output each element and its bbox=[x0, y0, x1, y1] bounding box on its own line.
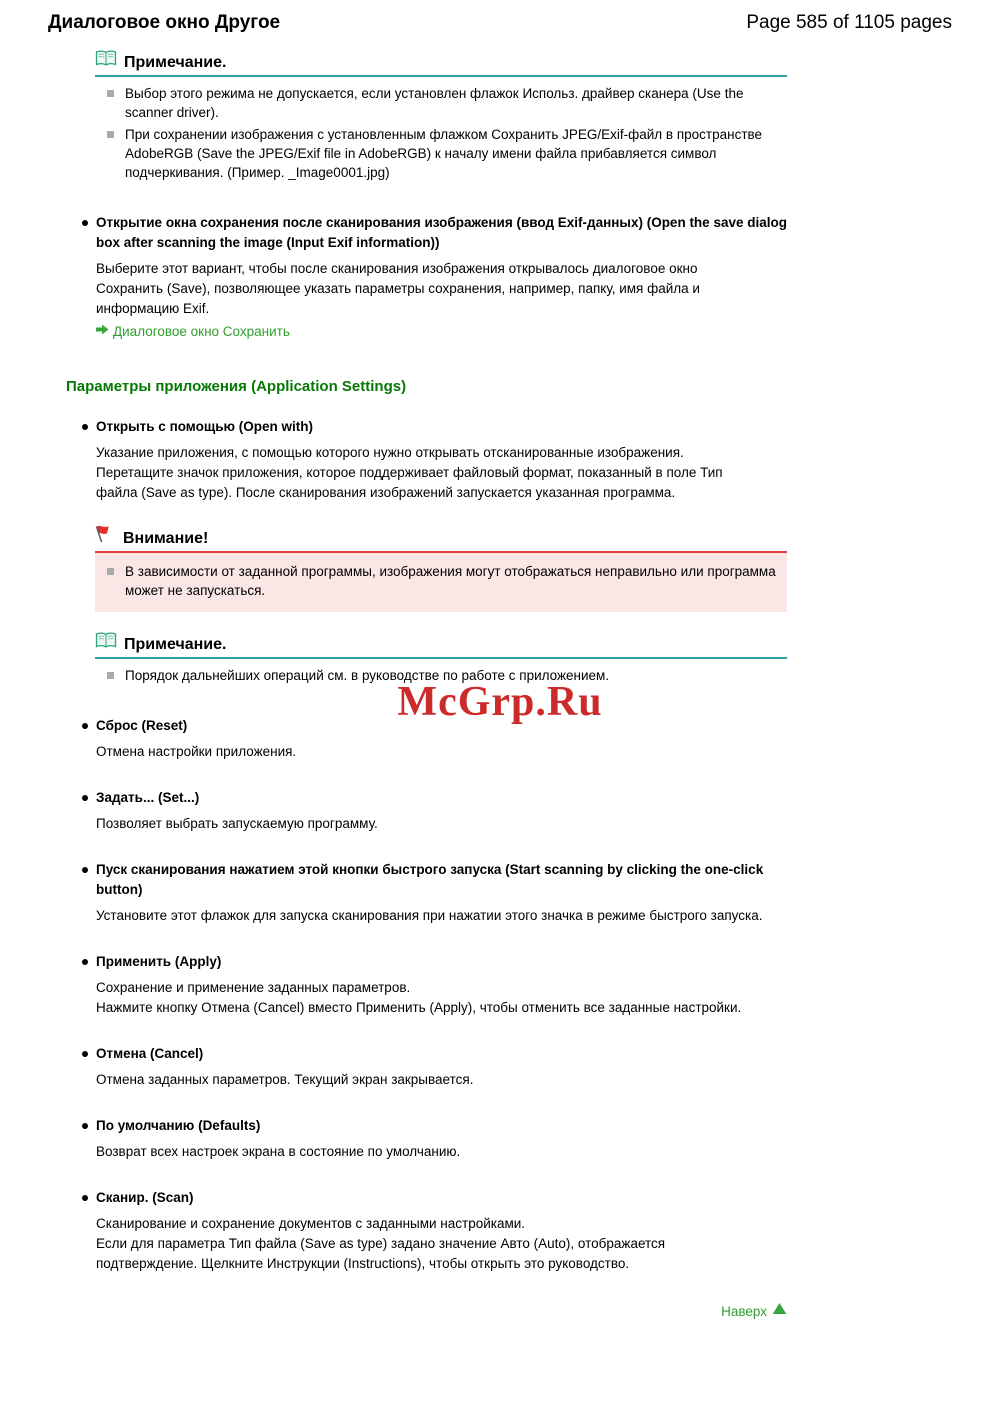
page-header bbox=[0, 0, 1000, 34]
setting-title-row bbox=[82, 716, 788, 736]
note-item bbox=[107, 84, 781, 122]
setting-title: По умолчанию (Defaults) bbox=[96, 1118, 261, 1133]
bullet-dot-icon bbox=[82, 723, 88, 729]
setting-item-apply bbox=[82, 952, 788, 1018]
note-heading: Примечание. bbox=[124, 636, 227, 653]
back-to-top-link[interactable]: Наверх bbox=[721, 1303, 767, 1319]
setting-item-reset bbox=[82, 716, 788, 762]
setting-paragraph: Установите этот флажок для запуска сканирования при нажатии этого значка в режиме быстрого запуска. bbox=[96, 908, 763, 923]
setting-paragraph: Отмена заданных параметров. Текущий экран закрывается. bbox=[96, 1072, 474, 1087]
bullet-dot-icon bbox=[82, 867, 88, 873]
setting-title: Задать... (Set...) bbox=[96, 790, 200, 805]
setting-title-row bbox=[82, 952, 788, 972]
square-bullet-icon bbox=[107, 672, 114, 679]
open-book-icon bbox=[95, 632, 117, 654]
warning-header bbox=[95, 525, 787, 553]
warning-list bbox=[95, 553, 787, 612]
setting-title-row bbox=[82, 1044, 788, 1064]
bullet-dot-icon bbox=[82, 1051, 88, 1057]
setting-paragraph: Если для параметра Тип файла (Save as type) задано значение Авто (Auto), отображается подтверждение. Щелкните Инструкции (Instructions), чтобы открыть это руководство. bbox=[96, 1236, 666, 1271]
bullet-dot-icon bbox=[82, 220, 88, 226]
setting-item-open-with bbox=[82, 417, 788, 503]
note-header bbox=[95, 632, 787, 659]
setting-description bbox=[96, 443, 764, 503]
bullet-dot-icon bbox=[82, 1123, 88, 1129]
setting-title-row bbox=[82, 860, 788, 900]
note-item-text: При сохранении изображения с установленным флажком Сохранить JPEG/Exif-файл в пространстве AdobeRGB (Save the JPEG/Exif file in AdobeRGB) к началу имени файла прибавляется символ подчеркивания. (Пример. _Image0001.jpg) bbox=[125, 127, 763, 180]
setting-title: Открыть с помощью (Open with) bbox=[96, 419, 314, 434]
setting-title: Сброс (Reset) bbox=[96, 718, 188, 733]
setting-item-one-click-start bbox=[82, 860, 788, 926]
setting-item-defaults bbox=[82, 1116, 788, 1162]
setting-title: Пуск сканирования нажатием этой кнопки быстрого запуска (Start scanning by clicking the one-click button) bbox=[96, 862, 764, 897]
setting-paragraph: Нажмите кнопку Отмена (Cancel) вместо Применить (Apply), чтобы отменить все заданные настройки. bbox=[96, 1000, 742, 1015]
note-item bbox=[107, 666, 781, 685]
page-title: Диалоговое окно Другое bbox=[48, 12, 281, 33]
up-triangle-icon[interactable] bbox=[772, 1302, 787, 1320]
setting-title-row bbox=[82, 1116, 788, 1136]
setting-description bbox=[96, 742, 764, 762]
note-list bbox=[95, 659, 787, 692]
setting-paragraph: Позволяет выбрать запускаемую программу. bbox=[96, 816, 378, 831]
note-heading: Примечание. bbox=[124, 54, 227, 71]
warning-heading: Внимание! bbox=[123, 530, 209, 547]
right-arrow-icon[interactable] bbox=[96, 322, 109, 340]
page-number-info: Page 585 of 1105 pages bbox=[746, 12, 952, 33]
setting-item-scan bbox=[82, 1188, 788, 1274]
watermark: McGrp.Ru bbox=[397, 679, 603, 725]
setting-paragraph: Сканирование и сохранение документов с заданными настройками. bbox=[96, 1216, 526, 1231]
setting-description bbox=[96, 1070, 764, 1090]
note-item-text: Выбор этого режима не допускается, если установлен флажок Использ. драйвер сканера (Use the scanner driver). bbox=[125, 86, 744, 120]
setting-title-row bbox=[82, 788, 788, 808]
setting-paragraph: Возврат всех настроек экрана в состояние по умолчанию. bbox=[96, 1144, 461, 1159]
square-bullet-icon bbox=[107, 568, 114, 575]
square-bullet-icon bbox=[107, 131, 114, 138]
setting-paragraph: Указание приложения, с помощью которого нужно открывать отсканированные изображения. Перетащите значок приложения, которое поддерживает файловый формат, показанный в поле Тип файла (Save as type). После сканирования изображений запускается указанная программа. bbox=[96, 445, 723, 500]
setting-title-row bbox=[82, 213, 788, 253]
setting-title: Отмена (Cancel) bbox=[96, 1046, 204, 1061]
square-bullet-icon bbox=[107, 90, 114, 97]
setting-title: Сканир. (Scan) bbox=[96, 1190, 194, 1205]
setting-description bbox=[96, 259, 764, 319]
open-book-icon bbox=[95, 50, 117, 72]
note-block bbox=[95, 50, 787, 189]
setting-paragraph: Отмена настройки приложения. bbox=[96, 744, 297, 759]
setting-title: Открытие окна сохранения после сканирования изображения (ввод Exif-данных) (Open the save dialog box after scanning the image (Input Exif information)) bbox=[96, 215, 787, 250]
setting-title-row bbox=[82, 417, 788, 437]
setting-description bbox=[96, 906, 764, 926]
setting-description bbox=[96, 814, 764, 834]
setting-item-cancel bbox=[82, 1044, 788, 1090]
setting-item-set bbox=[82, 788, 788, 834]
bullet-dot-icon bbox=[82, 424, 88, 430]
setting-title-row bbox=[82, 1188, 788, 1208]
red-flag-icon bbox=[95, 525, 116, 548]
setting-description bbox=[96, 1142, 764, 1162]
note-list bbox=[95, 77, 787, 189]
section-heading-application-settings: Параметры приложения (Application Settings) bbox=[66, 378, 407, 395]
related-link-row bbox=[96, 322, 788, 340]
back-to-top-row bbox=[48, 1302, 787, 1320]
setting-title: Применить (Apply) bbox=[96, 954, 222, 969]
warning-item bbox=[107, 562, 777, 600]
setting-paragraph: Выберите этот вариант, чтобы после сканирования изображения открывалось диалоговое окно Сохранить (Save), позволяющее указать параметры сохранения, например, папку, имя файла и информацию Exif. bbox=[96, 261, 700, 316]
setting-item-open-save-dialog bbox=[82, 213, 788, 340]
bullet-dot-icon bbox=[82, 795, 88, 801]
setting-description bbox=[96, 978, 764, 1018]
note-block bbox=[95, 632, 787, 692]
bullet-dot-icon bbox=[82, 1195, 88, 1201]
note-item-text: Порядок дальнейших операций см. в руководстве по работе с приложением. bbox=[125, 668, 610, 683]
save-dialog-link[interactable]: Диалоговое окно Сохранить bbox=[113, 323, 290, 339]
bullet-dot-icon bbox=[82, 959, 88, 965]
note-header bbox=[95, 50, 787, 77]
setting-description bbox=[96, 1214, 764, 1274]
warning-item-text: В зависимости от заданной программы, изображения могут отображаться неправильно или программа может не запускаться. bbox=[125, 564, 776, 598]
setting-paragraph: Сохранение и применение заданных параметров. bbox=[96, 980, 411, 995]
warning-block bbox=[95, 525, 787, 612]
note-item bbox=[107, 125, 781, 182]
